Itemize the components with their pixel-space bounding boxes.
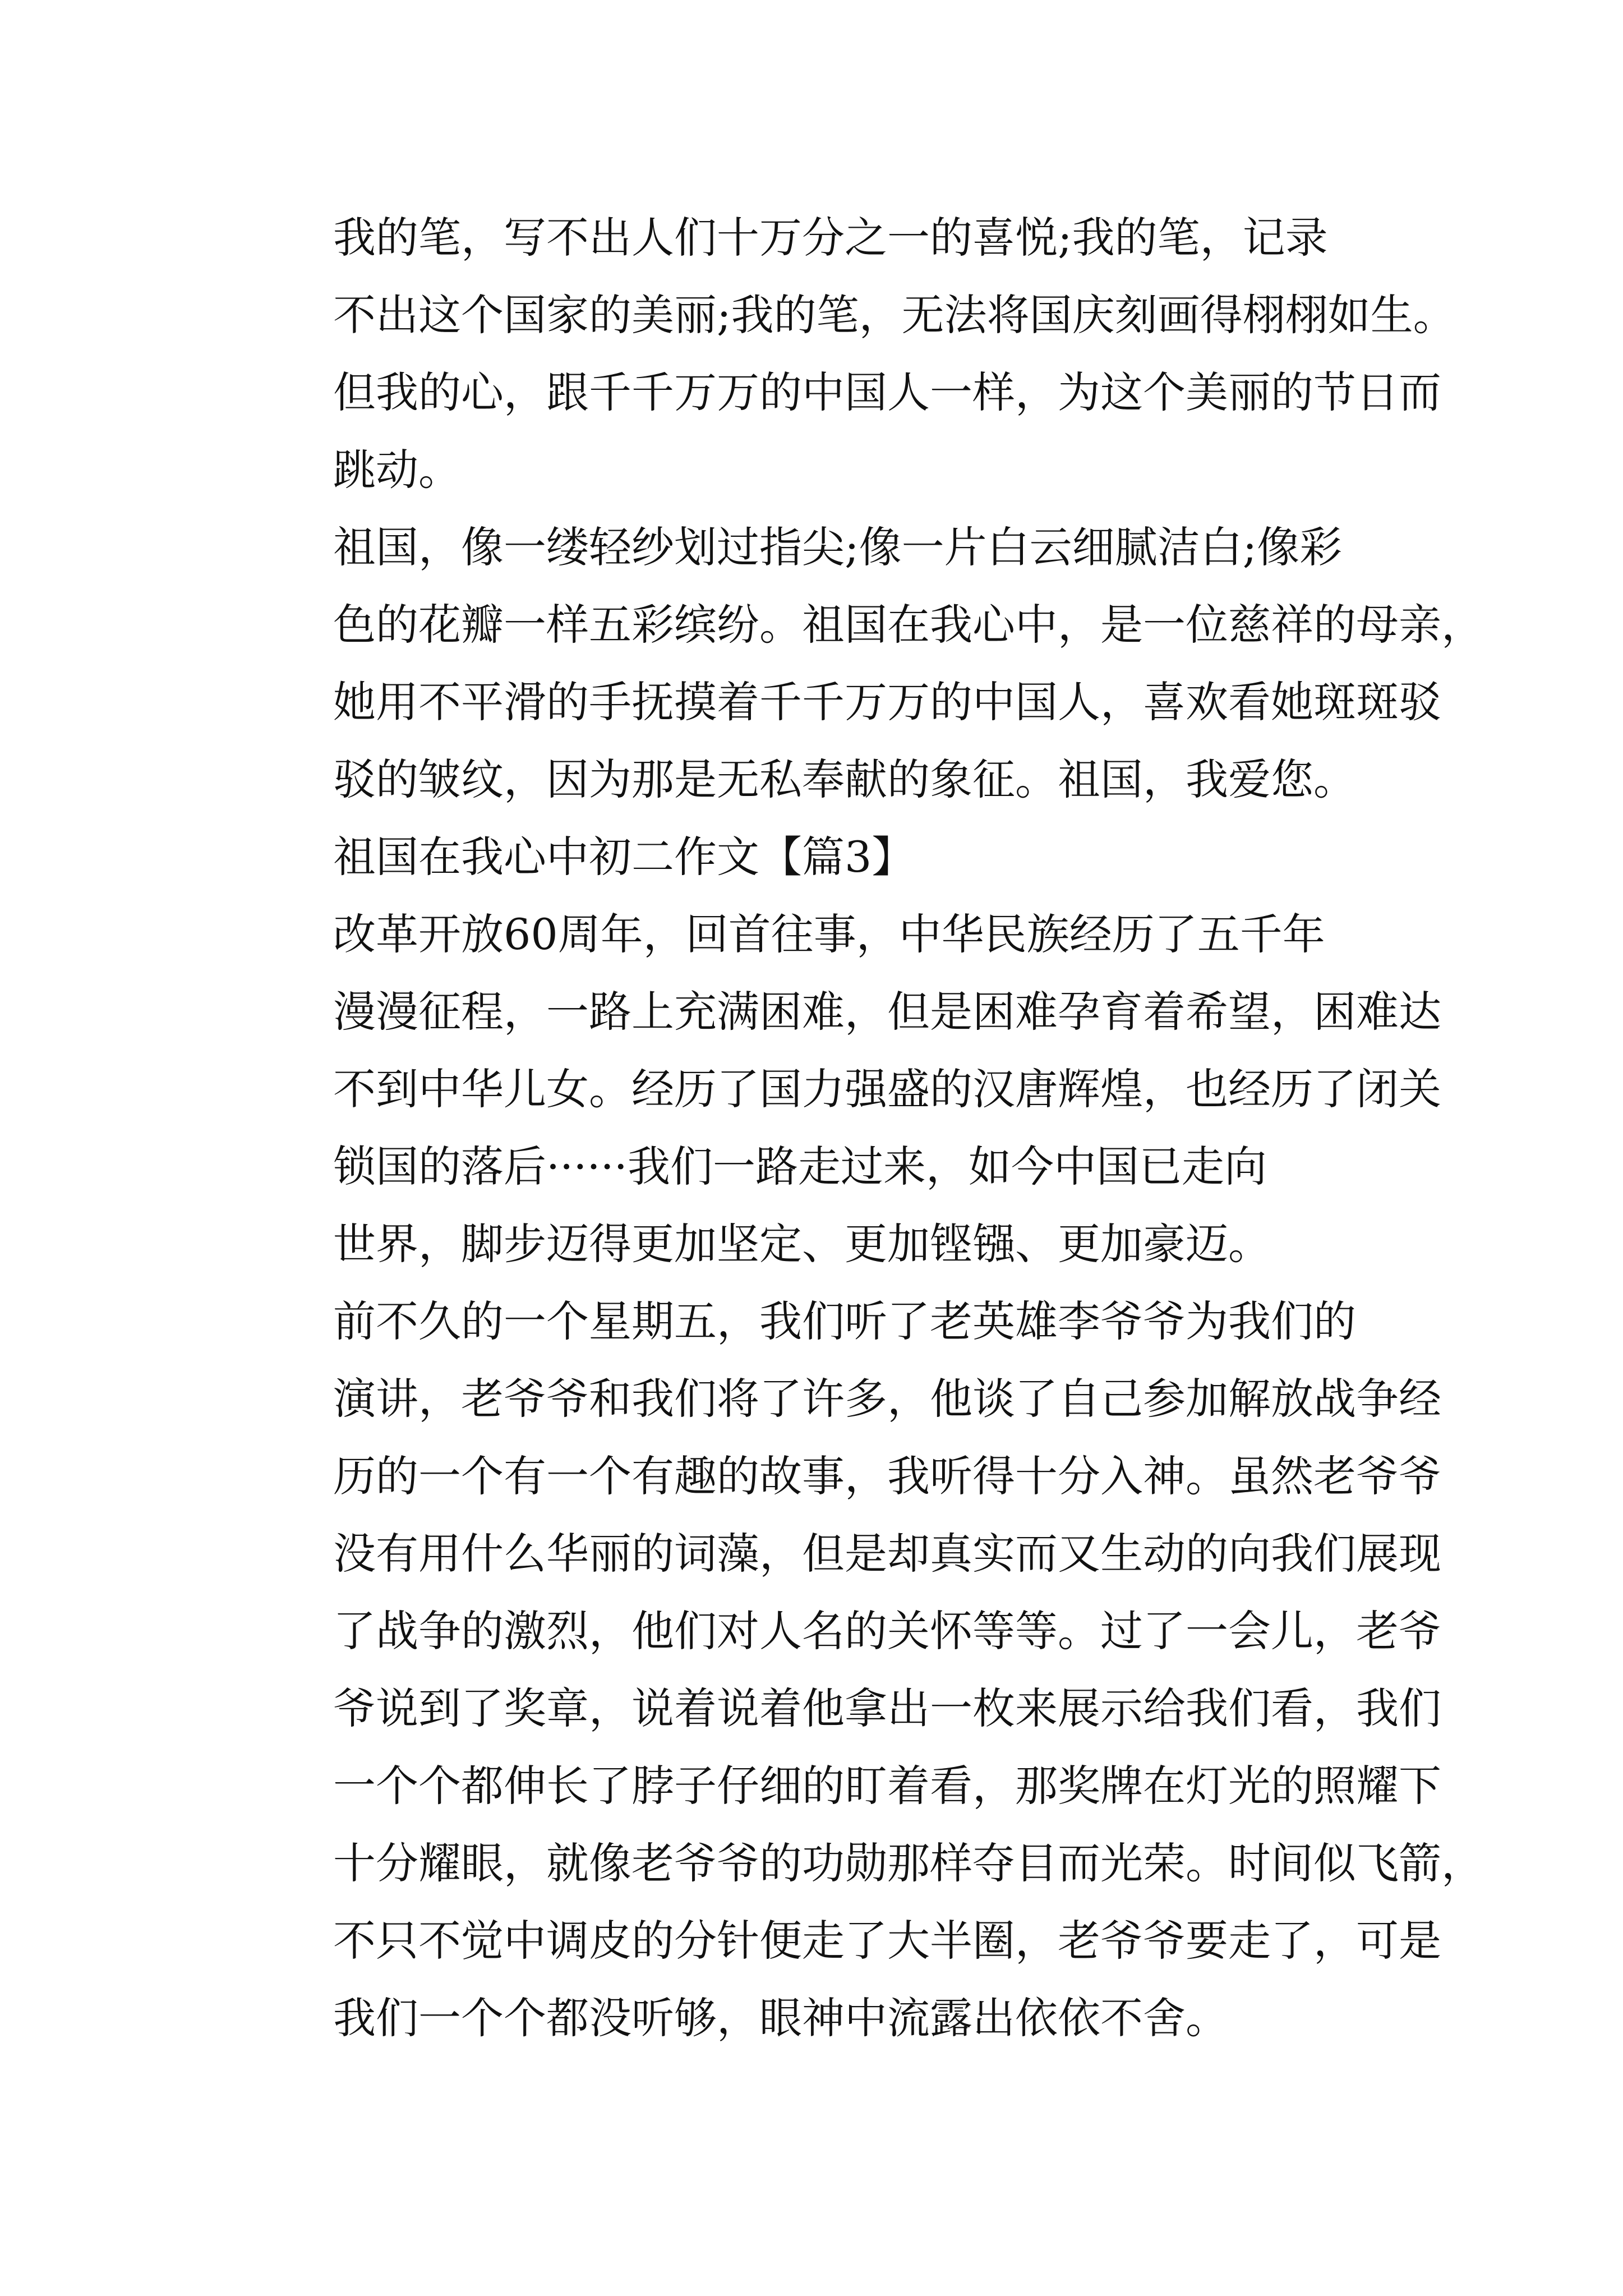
text-line: 历的一个有一个有趣的故事，我听得十分入神。虽然老爷爷 xyxy=(333,1451,1441,1501)
section-heading: 祖国在我心中初二作文【篇3】 xyxy=(333,832,915,882)
text-line: 色的花瓣一样五彩缤纷。祖国在我心中，是一位慈祥的母亲， xyxy=(333,600,1484,650)
text-line: 一个个都伸长了脖子仔细的盯着看，那奖牌在灯光的照耀下 xyxy=(333,1761,1441,1811)
paragraph xyxy=(248,199,1456,509)
text-line: 没有用什么华丽的词藻，但是却真实而又生动的向我们展现 xyxy=(333,1529,1441,1579)
text-line: 驳的皱纹，因为那是无私奉献的象征。祖国，我爱您。 xyxy=(333,754,1356,804)
paragraph xyxy=(248,509,1484,818)
text-line: 十分耀眼，就像老爷爷的功勋那样夺目而光荣。时间似飞箭， xyxy=(333,1838,1484,1888)
text-line: 不出这个国家的美丽;我的笔，无法将国庆刻画得栩栩如生。 xyxy=(333,290,1456,340)
text-line: 我们一个个都没听够，眼神中流露出依依不舍。 xyxy=(333,1993,1228,2043)
text-line: 祖国，像一缕轻纱划过指尖;像一片白云细腻洁白;像彩 xyxy=(333,522,1343,572)
text-line: 漫漫征程，一路上充满困难，但是困难孕育着希望，困难达 xyxy=(333,987,1441,1037)
document-body xyxy=(248,199,1484,2057)
text-line: 跳动。 xyxy=(333,445,461,495)
text-line: 爷说到了奖章，说着说着他拿出一枚来展示给我们看，我们 xyxy=(333,1683,1441,1733)
paragraph xyxy=(248,1283,1484,2057)
text-line: 但我的心，跟千千万万的中国人一样，为这个美丽的节日而 xyxy=(333,367,1441,417)
text-line: 我的笔，写不出人们十万分之一的喜悦;我的笔，记录 xyxy=(333,213,1328,263)
text-line: 不到中华儿女。经历了国力强盛的汉唐辉煌，也经历了闭关 xyxy=(333,1064,1441,1114)
text-line: 前不久的一个星期五，我们听了老英雄李爷爷为我们的 xyxy=(333,1296,1356,1346)
text-line: 锁国的落后······我们一路走过来，如今中国已走向 xyxy=(333,1142,1267,1191)
text-line: 了战争的激烈，他们对人名的关怀等等。过了一会儿，老爷 xyxy=(333,1606,1441,1656)
text-line: 演讲，老爷爷和我们将了许多，他谈了自己参加解放战争经 xyxy=(333,1374,1441,1424)
text-line: 改革开放60周年，回首往事，中华民族经历了五千年 xyxy=(333,909,1325,959)
paragraph xyxy=(248,896,1441,1283)
text-line: 世界，脚步迈得更加坚定、更加铿镪、更加豪迈。 xyxy=(333,1219,1271,1269)
text-line: 不只不觉中调皮的分针便走了大半圈，老爷爷要走了，可是 xyxy=(333,1916,1441,1966)
text-line: 她用不平滑的手抚摸着千千万万的中国人，喜欢看她斑斑驳 xyxy=(333,677,1441,727)
